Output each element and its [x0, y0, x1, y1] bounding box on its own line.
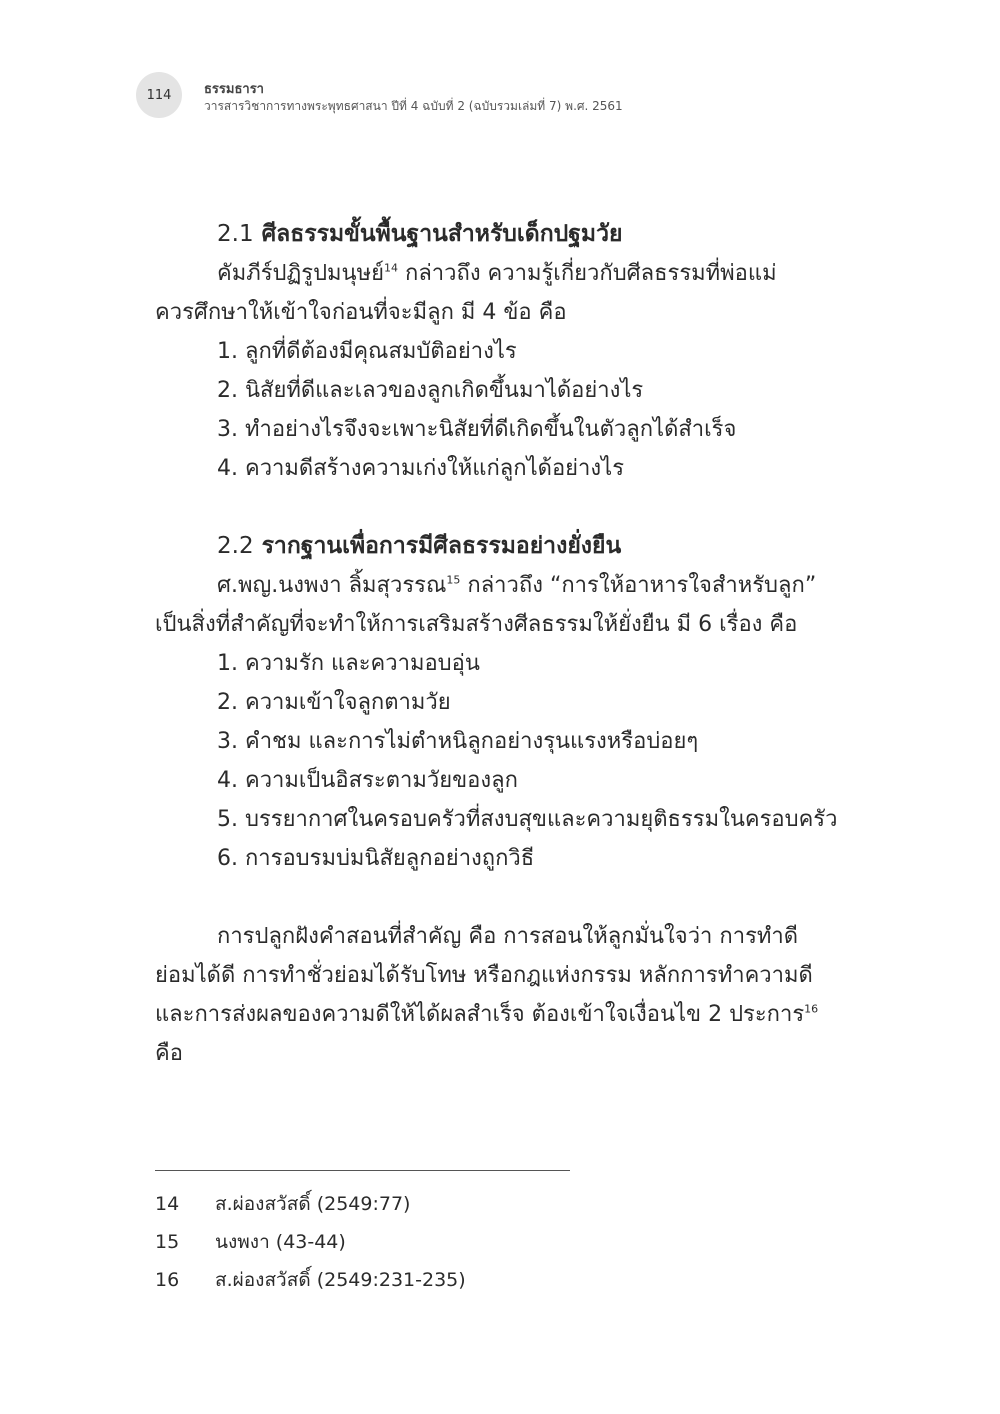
- section-title: รากฐานเพื่อการมีศีลธรรมอย่างยั่งยืน: [261, 533, 622, 559]
- section-number: 2.2: [217, 533, 254, 559]
- section-title: ศีลธรรมขั้นพื้นฐานสำหรับเด็กปฐมวัย: [261, 221, 623, 247]
- page-number-badge: [136, 72, 182, 118]
- section1-intro-line2: ควรศึกษาให้เข้าใจก่อนที่จะมีลูก มี 4 ข้อ คือ: [155, 300, 567, 325]
- footnote-ref-14: 14: [384, 261, 398, 275]
- intro-text: ศ.พญ.นงพงา ลิ้มสุวรรณ: [217, 573, 447, 598]
- footnote-text: ส.ผ่องสวัสดิ์ (2549:77): [215, 1193, 411, 1215]
- section2-intro-line2: เป็นสิ่งที่สำคัญที่จะทำให้การเสริมสร้างศีลธรรมให้ยั่งยืน มี 6 เรื่อง คือ: [155, 612, 798, 637]
- list-item: 6. การอบรมบ่มนิสัยลูกอย่างถูกวิธี: [217, 846, 535, 871]
- closing-text: และการส่งผลของความดีให้ได้ผลสำเร็จ ต้องเข้าใจเงื่อนไข 2 ประการ: [155, 1002, 805, 1027]
- list-item: 3. คำชม และการไม่ตำหนิลูกอย่างรุนแรงหรือบ่อยๆ: [217, 729, 699, 754]
- footnote-number: 16: [155, 1269, 180, 1291]
- list-item: 1. ลูกที่ดีต้องมีคุณสมบัติอย่างไร: [217, 339, 517, 364]
- list-item: 2. นิสัยที่ดีและเลวของลูกเกิดขึ้นมาได้อย่างไร: [217, 378, 644, 403]
- journal-title: ธรรมธารา: [204, 82, 264, 97]
- footnote: [155, 1223, 466, 1261]
- list-item: 3. ทำอย่างไรจึงจะเพาะนิสัยที่ดีเกิดขึ้นในตัวลูกได้สำเร็จ: [217, 417, 737, 442]
- section1-intro-line1: [155, 254, 825, 293]
- closing-line3: [155, 995, 825, 1034]
- intro-text: กล่าวถึง ความรู้เกี่ยวกับศีลธรรมที่พ่อแม่: [398, 261, 777, 286]
- intro-text: กล่าวถึง “การให้อาหารใจสำหรับลูก”: [460, 573, 817, 598]
- section2-intro-line1: [155, 566, 825, 605]
- footnotes: [155, 1185, 466, 1299]
- list-item: 4. ความเป็นอิสระตามวัยของลูก: [217, 768, 518, 793]
- footnote-ref-15: 15: [446, 573, 461, 587]
- footnote-number: 15: [155, 1231, 180, 1253]
- list-item: 1. ความรัก และความอบอุ่น: [217, 651, 480, 676]
- page-number: 114: [146, 87, 172, 103]
- section-heading-2-2: [155, 527, 825, 566]
- journal-issue: วารสารวิชาการทางพระพุทธศาสนา ปีที่ 4 ฉบับที่ 2 (ฉบับรวมเล่มที่ 7) พ.ศ. 2561: [204, 99, 623, 113]
- intro-text: คัมภีร์ปฏิรูปมนุษย์: [217, 261, 384, 286]
- footnote-number: 14: [155, 1193, 180, 1215]
- list-item: 2. ความเข้าใจลูกตามวัย: [217, 690, 451, 715]
- closing-line1: การปลูกฝังคำสอนที่สำคัญ คือ การสอนให้ลูกมั่นใจว่า การทำดี: [217, 924, 799, 949]
- footnote: [155, 1185, 466, 1223]
- closing-line4: คือ: [155, 1041, 183, 1066]
- article-body: [155, 215, 838, 1073]
- section-heading-2-1: [155, 215, 825, 254]
- list-item: 4. ความดีสร้างความเก่งให้แก่ลูกได้อย่างไร: [217, 456, 625, 481]
- section-number: 2.1: [217, 221, 254, 247]
- footnote-text: นงพงา (43-44): [215, 1231, 346, 1253]
- footnote-ref-16: 16: [804, 1002, 819, 1016]
- footnote: [155, 1261, 466, 1299]
- closing-line2: ย่อมได้ดี การทำชั่วย่อมได้รับโทษ หรือกฎแห่งกรรม หลักการทำความดี: [155, 963, 813, 988]
- list-item: 5. บรรยากาศในครอบครัวที่สงบสุขและความยุติธรรมในครอบครัว: [217, 807, 838, 832]
- footnote-text: ส.ผ่องสวัสดิ์ (2549:231-235): [215, 1269, 466, 1291]
- footnote-divider: [155, 1170, 570, 1171]
